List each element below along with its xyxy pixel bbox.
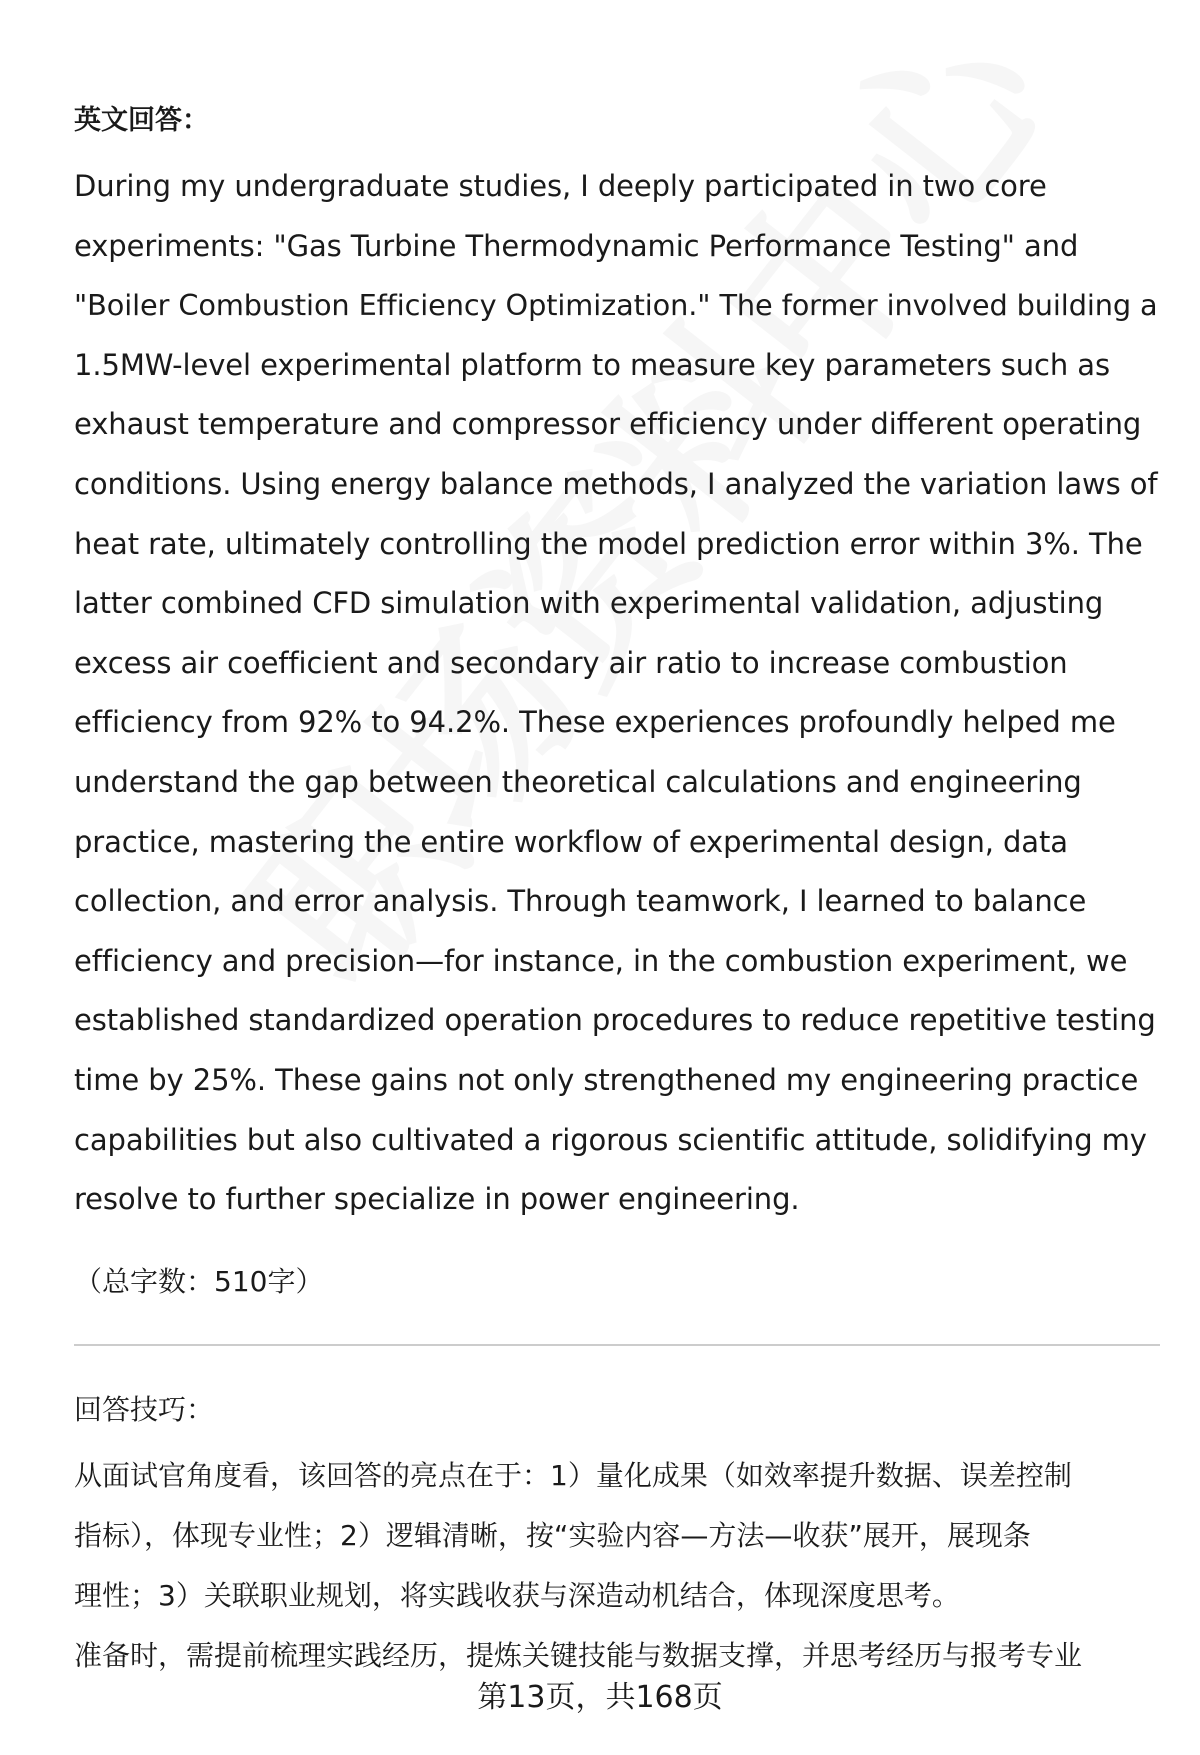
answer-line: practice, mastering the entire workflow of experimental design, data: [74, 824, 1068, 859]
answer-line: collection, and error analysis. Through teamwork, I learned to balance: [74, 884, 1087, 919]
page-number: 第13页，共168页: [477, 1680, 723, 1715]
answer-line: "Boiler Combustion Efficiency Optimization." The former involved building a: [74, 288, 1158, 323]
answer-line: latter combined CFD simulation with experimental validation, adjusting: [74, 586, 1104, 621]
answer-line: efficiency from 92% to 94.2%. These experiences profoundly helped me: [74, 705, 1116, 740]
answer-line: During my undergraduate studies, I deeply participated in two core: [74, 169, 1047, 203]
word-count: （总字数：510字）: [74, 1265, 324, 1298]
answer-line: exhaust temperature and compressor efficiency under different operating: [74, 407, 1142, 442]
answer-line: efficiency and precision—for instance, in the combustion experiment, we: [74, 943, 1128, 978]
answer-line: resolve to further specialize in power engineering.: [74, 1182, 800, 1217]
tips-line: 指标），体现专业性；2）逻辑清晰，按“实验内容—方法—收获”展开，展现条: [74, 1519, 1031, 1552]
answer-line: established standardized operation procedures to reduce repetitive testing: [74, 1003, 1156, 1038]
answer-line: capabilities but also cultivated a rigorous scientific attitude, solidifying my: [74, 1122, 1147, 1157]
answer-line: understand the gap between theoretical calculations and engineering: [74, 764, 1082, 799]
tips-line: 从面试官角度看，该回答的亮点在于：1）量化成果（如效率提升数据、误差控制: [74, 1459, 1072, 1492]
answer-line: experiments: "Gas Turbine Thermodynamic Performance Testing" and: [74, 228, 1079, 263]
tips-line: 准备时，需提前梳理实践经历，提炼关键技能与数据支撑，并思考经历与报考专业: [74, 1639, 1083, 1672]
section-divider: [74, 1344, 1160, 1346]
tips-line: 理性；3）关联职业规划，将实践收获与深造动机结合，体现深度思考。: [74, 1579, 960, 1612]
answer-line: conditions. Using energy balance methods, I analyzed the variation laws of: [74, 466, 1158, 501]
document-page: [74, 0, 1160, 1755]
tips-paragraph: [74, 1446, 1160, 1686]
answer-heading: 英文回答：: [74, 105, 209, 136]
answer-line: time by 25%. These gains not only strengthened my engineering practice: [74, 1062, 1139, 1097]
answer-paragraph: [74, 157, 1160, 1230]
answer-line: excess air coefficient and secondary air ratio to increase combustion: [74, 645, 1068, 680]
answer-line: 1.5MW-level experimental platform to measure key parameters such as: [74, 347, 1110, 382]
tips-heading: 回答技巧：: [74, 1393, 215, 1426]
answer-line: heat rate, ultimately controlling the model prediction error within 3%. The: [74, 526, 1143, 561]
